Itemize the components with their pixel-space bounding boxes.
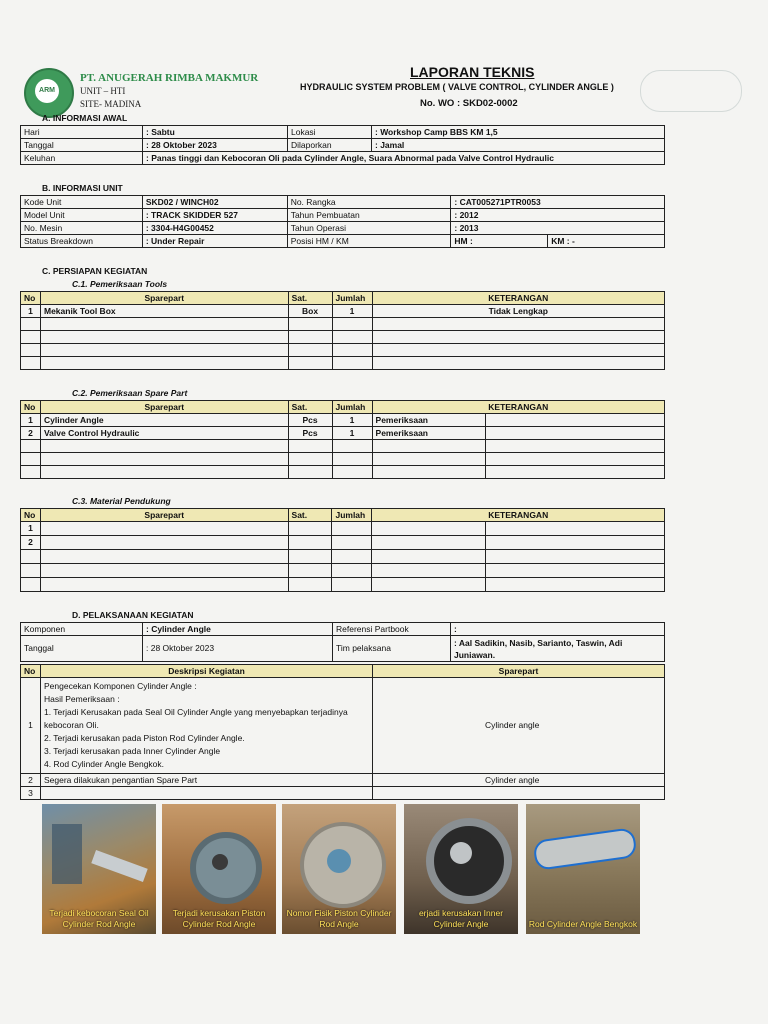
komponen-label: Komponen: [21, 623, 143, 636]
row-no: 1: [21, 414, 41, 427]
lokasi-label: Lokasi: [288, 126, 372, 139]
row-sat: Pcs: [288, 414, 332, 427]
col-sparepart: Sparepart: [40, 401, 288, 414]
photo-caption: Terjadi kebocoran Seal Oil Cylinder Rod Angle: [49, 908, 149, 929]
section-b-title: B. INFORMASI UNIT: [42, 183, 123, 193]
row-sparepart: Valve Control Hydraulic: [40, 427, 288, 440]
desc-line: 3. Terjadi kerusakan pada Inner Cylinder Angle: [44, 746, 221, 756]
kode-unit-label: Kode Unit: [21, 196, 143, 209]
photo-inner-cylinder: [404, 804, 518, 934]
row-sparepart: Cylinder Angle: [40, 414, 288, 427]
bleed-through-mark: [640, 70, 742, 112]
table-row: [21, 787, 665, 800]
company-logo: [24, 68, 74, 118]
row-jumlah: 1: [332, 427, 372, 440]
report-subtitle: HYDRAULIC SYSTEM PROBLEM ( VALVE CONTROL, CYLINDER ANGLE ): [300, 82, 614, 92]
tahun-pembuatan-label: Tahun Pembuatan: [287, 209, 451, 222]
dilaporkan-value: : Jamal: [372, 139, 665, 152]
lokasi-value: : Workshop Camp BBS KM 1,5: [372, 126, 665, 139]
col-keterangan: KETERANGAN: [372, 292, 665, 305]
col-sat: Sat.: [288, 401, 332, 414]
section-c-title: C. PERSIAPAN KEGIATAN: [42, 266, 148, 276]
c2-title: C.2. Pemeriksaan Spare Part: [72, 388, 188, 398]
col-deskripsi: Deskripsi Kegiatan: [41, 665, 373, 678]
table-row: [21, 305, 665, 318]
desc-line: Pengecekan Komponen Cylinder Angle :: [44, 681, 197, 691]
report-title: LAPORAN TEKNIS: [410, 64, 535, 80]
col-sparepart: Sparepart: [373, 665, 665, 678]
col-no: No: [21, 401, 41, 414]
col-keterangan: KETERANGAN: [372, 509, 665, 522]
tanggal-value: : 28 Oktober 2023: [143, 139, 288, 152]
table-row: [21, 522, 665, 536]
logo-text: ARM: [35, 79, 59, 103]
row-sparepart: Mekanik Tool Box: [40, 305, 288, 318]
info-unit-table: [20, 195, 665, 248]
status-breakdown-value: : Under Repair: [142, 235, 287, 248]
tanggal-d-value: : 28 Oktober 2023: [143, 636, 333, 662]
col-no: No: [21, 665, 41, 678]
row-jumlah: 1: [332, 414, 372, 427]
tahun-pembuatan-value: : 2012: [451, 209, 665, 222]
table-row: [21, 414, 665, 427]
tahun-operasi-value: : 2013: [451, 222, 665, 235]
row-sat: Pcs: [288, 427, 332, 440]
col-no: No: [21, 509, 41, 522]
row-no: 1: [21, 522, 41, 536]
row-sparepart: Cylinder angle: [373, 774, 665, 787]
row-keterangan: Tidak Lengkap: [372, 305, 665, 318]
company-name: PT. ANUGERAH RIMBA MAKMUR: [80, 72, 259, 84]
no-mesin-value: : 3304-H4G00452: [142, 222, 287, 235]
c1-title: C.1. Pemeriksaan Tools: [72, 279, 168, 289]
table-row: [21, 678, 665, 774]
row-deskripsi: [41, 678, 373, 774]
hm-value: HM :: [451, 235, 548, 248]
model-unit-value: : TRACK SKIDDER 527: [142, 209, 287, 222]
hari-label: Hari: [21, 126, 143, 139]
row-sat: Box: [288, 305, 332, 318]
row-deskripsi: Segera dilakukan pengantian Spare Part: [41, 774, 373, 787]
row-no: 2: [21, 774, 41, 787]
row-no: 3: [21, 787, 41, 800]
company-unit: UNIT – HTI: [80, 86, 126, 96]
table-row: [21, 774, 665, 787]
row-no: 1: [21, 678, 41, 774]
photo-bent-rod: [526, 804, 640, 934]
row-keterangan: Pemeriksaan: [372, 427, 486, 440]
photo-caption: Rod Cylinder Angle Bengkok: [528, 919, 638, 929]
photo-piston-damage: [162, 804, 276, 934]
col-no: No: [21, 292, 41, 305]
photo-piston-number: [282, 804, 396, 934]
c3-title: C.3. Material Pendukung: [72, 496, 171, 506]
table-row: [21, 427, 665, 440]
col-keterangan: KETERANGAN: [372, 401, 664, 414]
section-d-title: D. PELAKSANAAN KEGIATAN: [72, 610, 194, 620]
col-jumlah: Jumlah: [332, 401, 372, 414]
photo-caption: erjadi kerusakan Inner Cylinder Angle: [418, 908, 504, 929]
no-rangka-value: : CAT005271PTR0053: [451, 196, 665, 209]
work-order-number: No. WO : SKD02-0002: [420, 98, 518, 109]
tanggal-label: Tanggal: [21, 139, 143, 152]
desc-line: 2. Terjadi kerusakan pada Piston Rod Cylinder Angle.: [44, 733, 245, 743]
referensi-label: Referensi Partbook: [333, 623, 451, 636]
desc-line: Hasil Pemeriksaan :: [44, 694, 120, 704]
tahun-operasi-label: Tahun Operasi: [287, 222, 451, 235]
status-breakdown-label: Status Breakdown: [21, 235, 143, 248]
tim-value: : Aal Sadikin, Nasib, Sarianto, Taswin, Adi Juniawan.: [451, 636, 665, 662]
desc-line: 4. Rod Cylinder Angle Bengkok.: [44, 759, 165, 769]
dilaporkan-label: Dilaporkan: [288, 139, 372, 152]
tim-label: Tim pelaksana: [333, 636, 451, 662]
col-jumlah: Jumlah: [332, 509, 372, 522]
table-row: [21, 536, 665, 550]
km-value: KM : -: [548, 235, 665, 248]
kegiatan-table: [20, 664, 665, 800]
row-no: 1: [21, 305, 41, 318]
company-site: SITE- MADINA: [80, 99, 142, 109]
spare-part-table: [20, 400, 665, 479]
material-table: [20, 508, 665, 592]
desc-line: 1. Terjadi Kerusakan pada Seal Oil Cylinder Angle yang menyebapkan terjadinya kebocoran Oli.: [44, 707, 348, 730]
referensi-value: :: [451, 623, 665, 636]
col-sat: Sat.: [288, 509, 332, 522]
no-mesin-label: No. Mesin: [21, 222, 143, 235]
keluhan-value: : Panas tinggi dan Kebocoran Oli pada Cylinder Angle, Suara Abnormal pada Valve Control Hydraulic: [143, 152, 665, 165]
info-awal-table: [20, 125, 665, 165]
tools-table: [20, 291, 665, 370]
row-keterangan: Pemeriksaan: [372, 414, 486, 427]
photo-caption: Nomor Fisik Piston Cylinder Rod Angle: [286, 908, 392, 929]
row-no: 2: [21, 536, 41, 550]
row-jumlah: 1: [332, 305, 372, 318]
no-rangka-label: No. Rangka: [287, 196, 451, 209]
model-unit-label: Model Unit: [21, 209, 143, 222]
tanggal-d-label: Tanggal: [21, 636, 143, 662]
posisi-label: Posisi HM / KM: [287, 235, 451, 248]
row-sparepart: Cylinder angle: [373, 678, 665, 774]
hari-value: : Sabtu: [143, 126, 288, 139]
col-sparepart: Sparepart: [40, 509, 288, 522]
col-sat: Sat.: [288, 292, 332, 305]
col-sparepart: Sparepart: [40, 292, 288, 305]
photo-seal-oil-leak: [42, 804, 156, 934]
row-no: 2: [21, 427, 41, 440]
photo-caption: Terjadi kerusakan Piston Cylinder Rod Angle: [172, 908, 266, 929]
col-jumlah: Jumlah: [332, 292, 372, 305]
keluhan-label: Keluhan: [21, 152, 143, 165]
komponen-value: : Cylinder Angle: [143, 623, 333, 636]
section-a-title: A. INFORMASI AWAL: [42, 113, 128, 123]
kode-unit-value: SKD02 / WINCH02: [142, 196, 287, 209]
pelaksanaan-info-table: [20, 622, 665, 662]
